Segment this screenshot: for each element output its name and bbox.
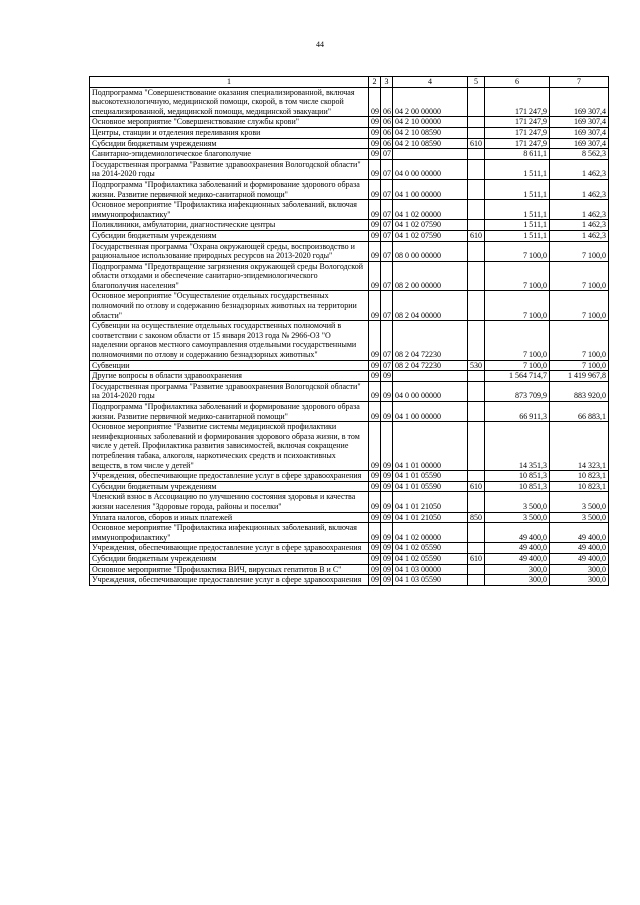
target-item-cell: 04 1 02 00000: [393, 200, 468, 220]
section-cell: 09: [369, 149, 381, 160]
subsection-cell: 06: [381, 87, 393, 117]
amount-2019-cell: 3 500,0: [485, 492, 550, 512]
amount-2020-cell: 7 100,0: [550, 241, 609, 261]
target-item-cell: 08 2 04 72230: [393, 360, 468, 371]
target-item-cell: 04 1 01 05590: [393, 471, 468, 482]
expense-type-cell: [468, 200, 485, 220]
subsection-cell: 07: [381, 261, 393, 291]
amount-2020-cell: 3 500,0: [550, 492, 609, 512]
section-cell: 09: [369, 291, 381, 321]
amount-2019-cell: 49 400,0: [485, 543, 550, 554]
table-row: [90, 291, 609, 321]
amount-2019-cell: 1 511,1: [485, 179, 550, 199]
subsection-cell: 07: [381, 159, 393, 179]
section-cell: 09: [369, 512, 381, 523]
name-cell: Государственная программа "Охрана окружающей среды, воспроизводство и рациональное использование природных ресурсов на 2013-2020 годы": [90, 241, 369, 261]
expense-type-cell: [468, 220, 485, 231]
subsection-cell: 07: [381, 360, 393, 371]
subsection-cell: 09: [381, 512, 393, 523]
expense-type-cell: 610: [468, 138, 485, 149]
name-cell: Субсидии бюджетным учреждениям: [90, 138, 369, 149]
amount-2019-cell: 10 851,3: [485, 481, 550, 492]
expense-type-cell: 610: [468, 553, 485, 564]
expense-type-cell: [468, 117, 485, 128]
table-row: [90, 321, 609, 360]
amount-2019-cell: 10 851,3: [485, 471, 550, 482]
table-row: [90, 230, 609, 241]
table-body: [90, 77, 609, 586]
amount-2020-cell: 49 400,0: [550, 523, 609, 543]
subsection-cell: 09: [381, 564, 393, 575]
target-item-cell: 08 0 00 00000: [393, 241, 468, 261]
table-row: [90, 402, 609, 422]
table-row: [90, 117, 609, 128]
subsection-cell: 07: [381, 230, 393, 241]
name-cell: Учреждения, обеспечивающие предоставление услуг в сфере здравоохранения: [90, 471, 369, 482]
amount-2019-cell: 66 911,3: [485, 402, 550, 422]
amount-2020-cell: 1 462,3: [550, 230, 609, 241]
subsection-cell: 09: [381, 553, 393, 564]
table-row: [90, 381, 609, 401]
target-item-cell: 04 1 03 00000: [393, 564, 468, 575]
amount-2020-cell: 3 500,0: [550, 512, 609, 523]
target-item-cell: 08 2 04 00000: [393, 291, 468, 321]
table-row: [90, 564, 609, 575]
section-cell: 09: [369, 261, 381, 291]
expense-type-cell: [468, 241, 485, 261]
amount-2020-cell: 1 462,3: [550, 159, 609, 179]
target-item-cell: 04 1 01 05590: [393, 481, 468, 492]
amount-2019-cell: 7 100,0: [485, 241, 550, 261]
table-row: [90, 492, 609, 512]
name-cell: Учреждения, обеспечивающие предоставление услуг в сфере здравоохранения: [90, 543, 369, 554]
subsection-cell: 07: [381, 321, 393, 360]
subsection-cell: 07: [381, 291, 393, 321]
target-item-cell: 04 1 03 05590: [393, 575, 468, 586]
name-cell: Основное мероприятие "Профилактика инфекционных заболеваний, включая иммунопрофилактику": [90, 200, 369, 220]
section-cell: 09: [369, 371, 381, 382]
target-item-cell: 04 0 00 00000: [393, 381, 468, 401]
section-cell: 09: [369, 179, 381, 199]
amount-2020-cell: 169 307,4: [550, 87, 609, 117]
expense-type-cell: 530: [468, 360, 485, 371]
target-item-cell: [393, 149, 468, 160]
amount-2019-cell: 3 500,0: [485, 512, 550, 523]
amount-2019-cell: 7 100,0: [485, 291, 550, 321]
subsection-cell: 09: [381, 481, 393, 492]
subsection-cell: 09: [381, 523, 393, 543]
table-row: [90, 471, 609, 482]
header-cell-1: 1: [90, 77, 369, 88]
target-item-cell: 04 1 02 00000: [393, 523, 468, 543]
name-cell: Членский взнос в Ассоциацию по улучшению состояния здоровья и качества жизни населения "Здоровые города, районы и поселки": [90, 492, 369, 512]
amount-2020-cell: 10 823,1: [550, 471, 609, 482]
expense-type-cell: [468, 371, 485, 382]
expense-type-cell: [468, 381, 485, 401]
subsection-cell: 06: [381, 138, 393, 149]
target-item-cell: 04 2 00 00000: [393, 87, 468, 117]
target-item-cell: 04 1 01 21050: [393, 492, 468, 512]
table-row: [90, 543, 609, 554]
table-row: [90, 179, 609, 199]
amount-2020-cell: 169 307,4: [550, 127, 609, 138]
subsection-cell: 09: [381, 471, 393, 482]
amount-2020-cell: 66 883,1: [550, 402, 609, 422]
section-cell: 09: [369, 230, 381, 241]
expense-type-cell: 610: [468, 481, 485, 492]
target-item-cell: 04 2 10 08590: [393, 127, 468, 138]
amount-2019-cell: 8 611,1: [485, 149, 550, 160]
amount-2020-cell: 49 400,0: [550, 543, 609, 554]
section-cell: 09: [369, 564, 381, 575]
expense-type-cell: [468, 261, 485, 291]
table-row: [90, 87, 609, 117]
amount-2019-cell: 14 351,3: [485, 422, 550, 471]
table-row: [90, 200, 609, 220]
section-cell: 09: [369, 321, 381, 360]
amount-2020-cell: 49 400,0: [550, 553, 609, 564]
table-row: [90, 138, 609, 149]
amount-2019-cell: 7 100,0: [485, 360, 550, 371]
amount-2020-cell: 7 100,0: [550, 360, 609, 371]
amount-2019-cell: 1 511,1: [485, 220, 550, 231]
section-cell: 09: [369, 543, 381, 554]
subsection-cell: 07: [381, 179, 393, 199]
expense-type-cell: [468, 523, 485, 543]
subsection-cell: 06: [381, 127, 393, 138]
amount-2019-cell: 300,0: [485, 564, 550, 575]
expense-type-cell: [468, 543, 485, 554]
name-cell: Субвенции на осуществление отдельных государственных полномочий в соответствии с законом области от 15 января 2013 года № 2966-ОЗ "О наделении органов местного самоуправления отдельными государственными полномочиями по отлову и содержанию безнадзорных животных": [90, 321, 369, 360]
name-cell: Субсидии бюджетным учреждениям: [90, 553, 369, 564]
expense-type-cell: [468, 127, 485, 138]
section-cell: 09: [369, 471, 381, 482]
name-cell: Основное мероприятие "Профилактика инфекционных заболеваний, включая иммунопрофилактику": [90, 523, 369, 543]
amount-2020-cell: 1 462,3: [550, 200, 609, 220]
table-row: [90, 422, 609, 471]
subsection-cell: 07: [381, 220, 393, 231]
table-row: [90, 241, 609, 261]
section-cell: 09: [369, 553, 381, 564]
header-cell-2: 2: [369, 77, 381, 88]
expense-type-cell: [468, 321, 485, 360]
target-item-cell: [393, 371, 468, 382]
table-row: [90, 149, 609, 160]
table-row: [90, 371, 609, 382]
expense-type-cell: [468, 87, 485, 117]
table-row: [90, 159, 609, 179]
name-cell: Субсидии бюджетным учреждениям: [90, 481, 369, 492]
amount-2019-cell: 1 511,1: [485, 200, 550, 220]
table-row: [90, 360, 609, 371]
section-cell: 09: [369, 402, 381, 422]
amount-2019-cell: 1 564 714,7: [485, 371, 550, 382]
name-cell: Поликлиники, амбулатории, диагностические центры: [90, 220, 369, 231]
amount-2020-cell: 1 462,3: [550, 179, 609, 199]
target-item-cell: 04 1 01 00000: [393, 422, 468, 471]
table-row: [90, 553, 609, 564]
expense-type-cell: 610: [468, 230, 485, 241]
expense-type-cell: [468, 471, 485, 482]
header-row: [90, 77, 609, 88]
section-cell: 09: [369, 138, 381, 149]
header-cell-3: 3: [381, 77, 393, 88]
section-cell: 09: [369, 159, 381, 179]
name-cell: Санитарно-эпидемиологическое благополучие: [90, 149, 369, 160]
expense-type-cell: [468, 149, 485, 160]
expense-type-cell: [468, 422, 485, 471]
header-cell-5: 5: [468, 77, 485, 88]
subsection-cell: 07: [381, 149, 393, 160]
amount-2020-cell: 1 419 967,8: [550, 371, 609, 382]
target-item-cell: 04 1 00 00000: [393, 179, 468, 199]
expense-type-cell: [468, 159, 485, 179]
amount-2019-cell: 49 400,0: [485, 523, 550, 543]
section-cell: 09: [369, 575, 381, 586]
amount-2020-cell: 10 823,1: [550, 481, 609, 492]
target-item-cell: 04 1 02 05590: [393, 553, 468, 564]
section-cell: 09: [369, 523, 381, 543]
table-row: [90, 575, 609, 586]
table-row: [90, 481, 609, 492]
amount-2020-cell: 169 307,4: [550, 117, 609, 128]
amount-2019-cell: 7 100,0: [485, 261, 550, 291]
subsection-cell: 09: [381, 402, 393, 422]
section-cell: 09: [369, 200, 381, 220]
target-item-cell: 04 1 00 00000: [393, 402, 468, 422]
name-cell: Государственная программа "Развитие здравоохранения Вологодской области" на 2014-2020 годы: [90, 159, 369, 179]
name-cell: Государственная программа "Развитие здравоохранения Вологодской области" на 2014-2020 годы: [90, 381, 369, 401]
table-row: [90, 523, 609, 543]
amount-2019-cell: 171 247,9: [485, 87, 550, 117]
amount-2019-cell: 171 247,9: [485, 127, 550, 138]
name-cell: Учреждения, обеспечивающие предоставление услуг в сфере здравоохранения: [90, 575, 369, 586]
target-item-cell: 04 1 01 21050: [393, 512, 468, 523]
amount-2020-cell: 7 100,0: [550, 261, 609, 291]
section-cell: 09: [369, 492, 381, 512]
header-cell-7: 7: [550, 77, 609, 88]
amount-2019-cell: 1 511,1: [485, 230, 550, 241]
amount-2019-cell: 171 247,9: [485, 117, 550, 128]
expense-type-cell: [468, 291, 485, 321]
section-cell: 09: [369, 381, 381, 401]
subsection-cell: 06: [381, 117, 393, 128]
table-row: [90, 127, 609, 138]
section-cell: 09: [369, 87, 381, 117]
subsection-cell: 09: [381, 371, 393, 382]
name-cell: Подпрограмма "Профилактика заболеваний и формирование здорового образа жизни. Развитие первичной медико-санитарной помощи": [90, 179, 369, 199]
amount-2020-cell: 883 920,0: [550, 381, 609, 401]
target-item-cell: 04 0 00 00000: [393, 159, 468, 179]
name-cell: Субсидии бюджетным учреждениям: [90, 230, 369, 241]
target-item-cell: 04 1 02 07590: [393, 230, 468, 241]
budget-table: [89, 76, 609, 586]
amount-2020-cell: 14 323,1: [550, 422, 609, 471]
expense-type-cell: [468, 564, 485, 575]
section-cell: 09: [369, 360, 381, 371]
section-cell: 09: [369, 422, 381, 471]
name-cell: Подпрограмма "Профилактика заболеваний и формирование здорового образа жизни. Развитие первичной медико-санитарной помощи": [90, 402, 369, 422]
expense-type-cell: [468, 402, 485, 422]
target-item-cell: 04 1 02 05590: [393, 543, 468, 554]
name-cell: Уплата налогов, сборов и иных платежей: [90, 512, 369, 523]
amount-2020-cell: 300,0: [550, 575, 609, 586]
amount-2019-cell: 873 709,9: [485, 381, 550, 401]
amount-2019-cell: 7 100,0: [485, 321, 550, 360]
section-cell: 09: [369, 220, 381, 231]
expense-type-cell: 850: [468, 512, 485, 523]
amount-2020-cell: 8 562,3: [550, 149, 609, 160]
name-cell: Подпрограмма "Совершенствование оказания специализированной, включая высокотехнологичную, медицинской помощи, скорой, в том числе скорой специализированной, медицинской помощи, медицинской эвакуации": [90, 87, 369, 117]
target-item-cell: 04 1 02 07590: [393, 220, 468, 231]
page-number: 44: [316, 40, 324, 49]
name-cell: Основное мероприятие "Осуществление отдельных государственных полномочий по отлову и содержанию безнадзорных животных на территории области": [90, 291, 369, 321]
target-item-cell: 08 2 04 72230: [393, 321, 468, 360]
target-item-cell: 04 2 10 00000: [393, 117, 468, 128]
name-cell: Субвенции: [90, 360, 369, 371]
amount-2020-cell: 7 100,0: [550, 321, 609, 360]
header-cell-6: 6: [485, 77, 550, 88]
subsection-cell: 07: [381, 241, 393, 261]
subsection-cell: 09: [381, 381, 393, 401]
name-cell: Основное мероприятие "Совершенствование службы крови": [90, 117, 369, 128]
name-cell: Основное мероприятие "Развитие системы медицинской профилактики неинфекционных заболеваний и формирования здорового образа жизни, в том числе у детей. Профилактика развития зависимостей, включая сокращение потребления табака, алкоголя, наркотических средств и психоактивных веществ, в том числе у детей": [90, 422, 369, 471]
name-cell: Подпрограмма "Предотвращение загрязнения окружающей среды Вологодской области отходами и обеспечение санитарно-эпидемиологического благополучия населения": [90, 261, 369, 291]
target-item-cell: 08 2 00 00000: [393, 261, 468, 291]
subsection-cell: 09: [381, 575, 393, 586]
expense-type-cell: [468, 179, 485, 199]
target-item-cell: 04 2 10 08590: [393, 138, 468, 149]
section-cell: 09: [369, 481, 381, 492]
header-cell-4: 4: [393, 77, 468, 88]
section-cell: 09: [369, 241, 381, 261]
subsection-cell: 07: [381, 200, 393, 220]
amount-2020-cell: 169 307,4: [550, 138, 609, 149]
amount-2019-cell: 300,0: [485, 575, 550, 586]
subsection-cell: 09: [381, 422, 393, 471]
subsection-cell: 09: [381, 492, 393, 512]
amount-2019-cell: 171 247,9: [485, 138, 550, 149]
name-cell: Центры, станции и отделения переливания крови: [90, 127, 369, 138]
subsection-cell: 09: [381, 543, 393, 554]
name-cell: Основное мероприятие "Профилактика ВИЧ, вирусных гепатитов В и С": [90, 564, 369, 575]
amount-2020-cell: 7 100,0: [550, 291, 609, 321]
amount-2019-cell: 1 511,1: [485, 159, 550, 179]
table-row: [90, 261, 609, 291]
table-row: [90, 220, 609, 231]
amount-2020-cell: 1 462,3: [550, 220, 609, 231]
amount-2020-cell: 300,0: [550, 564, 609, 575]
section-cell: 09: [369, 117, 381, 128]
name-cell: Другие вопросы в области здравоохранения: [90, 371, 369, 382]
amount-2019-cell: 49 400,0: [485, 553, 550, 564]
section-cell: 09: [369, 127, 381, 138]
table-row: [90, 512, 609, 523]
expense-type-cell: [468, 575, 485, 586]
expense-type-cell: [468, 492, 485, 512]
